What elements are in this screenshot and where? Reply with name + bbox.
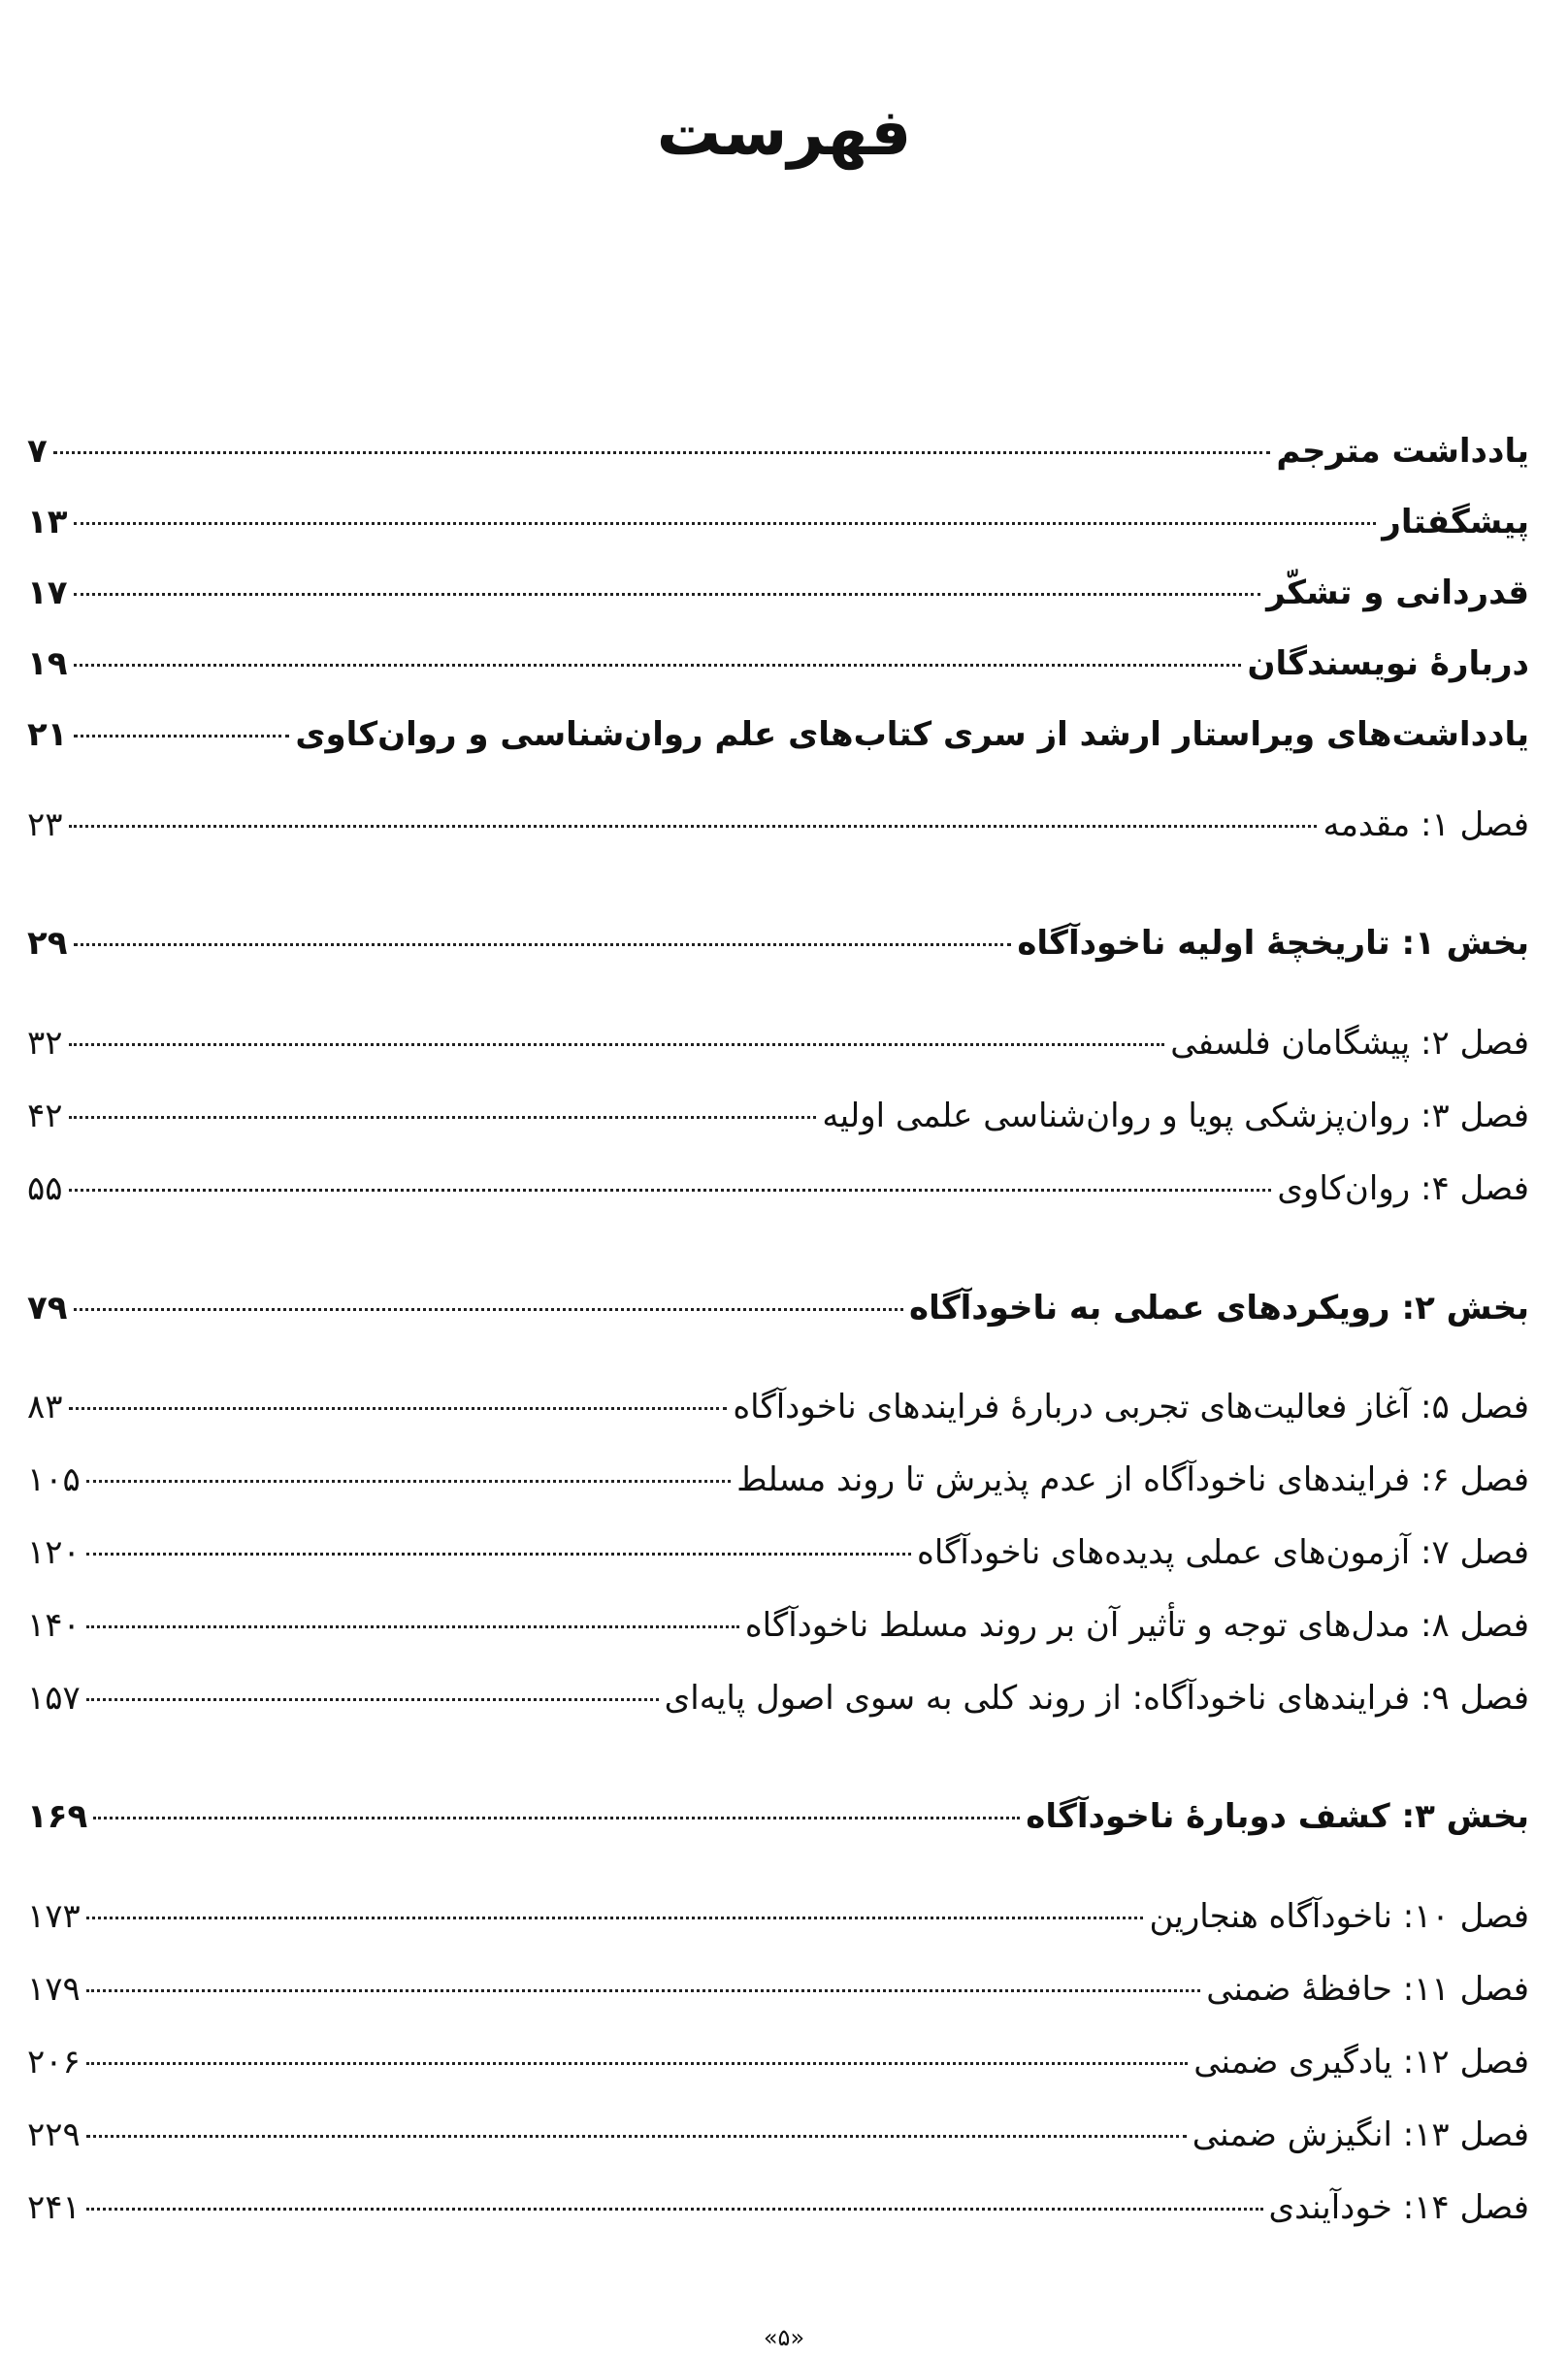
toc-entry (27, 1533, 1529, 1588)
toc-entry (27, 1679, 1529, 1733)
dot-leader (74, 593, 1261, 596)
toc-entry-label: فصل ۹: فرایندهای ناخودآگاه: از روند کلی به سوی اصول پایه‌ای (664, 1679, 1529, 1718)
toc-entry-label: فصل ۱۳: انگیزش ضمنی (1192, 2115, 1529, 2154)
toc-entry-label: فصل ۸: مدل‌های توجه و تأثیر آن بر روند مسلط ناخودآگاه (744, 1606, 1529, 1645)
dot-leader (86, 1989, 1200, 1992)
toc-entry-label: بخش ۳: کشف دوبارهٔ ناخودآگاه (1026, 1797, 1529, 1836)
dot-leader (86, 1625, 739, 1628)
dot-leader (69, 825, 1318, 828)
dot-leader (53, 451, 1271, 454)
toc-entry-page-number: ۲۰۶ (27, 2043, 81, 2081)
toc-entry (27, 2115, 1529, 2170)
dot-leader (74, 522, 1377, 525)
dot-leader (69, 1189, 1272, 1192)
toc-entry-label: بخش ۲: رویکردهای عملی به ناخودآگاه (909, 1289, 1529, 1328)
dot-leader (86, 1917, 1144, 1919)
toc-entry-page-number: ۷۹ (27, 1289, 68, 1328)
toc-entry (27, 2188, 1529, 2243)
toc-entry-page-number: ۱۲۰ (27, 1533, 81, 1572)
toc-entry-page-number: ۲۲۹ (27, 2115, 81, 2154)
toc-entry-page-number: ۲۴۱ (27, 2188, 81, 2227)
toc-entry-label: فصل ۳: روان‌پزشکی پویا و روان‌شناسی علمی اولیه (822, 1097, 1529, 1135)
toc-entry-label: فصل ۴: روان‌کاوی (1277, 1169, 1529, 1208)
toc-entry-page-number: ۱۳ (27, 503, 68, 541)
toc-entry-label: یادداشت مترجم (1276, 432, 1529, 471)
dot-leader (74, 664, 1242, 667)
toc-entry-page-number: ۲۳ (27, 805, 63, 844)
dot-leader (86, 2208, 1263, 2211)
toc-entry-label: دربارهٔ نویسندگان (1247, 644, 1529, 683)
dot-leader (74, 943, 1012, 946)
toc-entry-page-number: ۲۹ (27, 924, 68, 963)
toc-entry-page-number: ۱۷۳ (27, 1897, 81, 1936)
toc-entry-page-number: ۱۰۵ (27, 1460, 81, 1499)
toc-entry (27, 432, 1529, 486)
toc-entry (27, 1797, 1529, 1852)
toc-entry-label: فصل ۱۰: ناخودآگاه هنجارین (1149, 1897, 1529, 1936)
dot-leader (86, 1698, 659, 1701)
toc-entry (27, 1970, 1529, 2024)
toc-entry (27, 805, 1529, 860)
dot-leader (86, 2062, 1188, 2065)
toc-entry-page-number: ۱۵۷ (27, 1679, 81, 1718)
page-title: فهرست (656, 95, 912, 170)
toc-entry (27, 715, 1529, 770)
toc-entry-page-number: ۱۷۹ (27, 1970, 81, 2009)
dot-leader (86, 2135, 1187, 2138)
toc-entry-page-number: ۸۳ (27, 1388, 63, 1426)
dot-leader (93, 1817, 1020, 1819)
toc-entry (27, 644, 1529, 699)
dot-leader (74, 1308, 904, 1311)
toc-entry-page-number: ۵۵ (27, 1169, 63, 1208)
toc-entry-label: فصل ۱۲: یادگیری ضمنی (1193, 2043, 1529, 2081)
dot-leader (86, 1553, 911, 1556)
toc-entry-label: فصل ۱۱: حافظهٔ ضمنی (1206, 1970, 1529, 2009)
toc-entry (27, 1460, 1529, 1515)
toc-entry (27, 503, 1529, 557)
toc-entry-page-number: ۱۶۹ (27, 1797, 88, 1836)
toc-entry-label: فصل ۱: مقدمه (1323, 805, 1529, 844)
toc-entry-page-number: ۴۲ (27, 1097, 63, 1135)
toc-entry (27, 1388, 1529, 1442)
toc-entry (27, 574, 1529, 628)
toc-entry-label: فصل ۵: آغاز فعالیت‌های تجربی دربارهٔ فرایندهای ناخودآگاه (733, 1388, 1529, 1426)
toc-entry-page-number: ۳۲ (27, 1024, 63, 1063)
toc-entry-label: قدردانی و تشکّر (1266, 574, 1529, 612)
toc-entry (27, 2043, 1529, 2097)
toc-entry (27, 1606, 1529, 1660)
toc-entry-page-number: ۱۴۰ (27, 1606, 81, 1645)
toc-entry-label: فصل ۲: پیشگامان فلسفی (1170, 1024, 1529, 1063)
toc-entry-page-number: ۱۹ (27, 644, 68, 683)
toc-entry (27, 924, 1529, 978)
toc-entry-label: فصل ۷: آزمون‌های عملی پدیده‌های ناخودآگاه (917, 1533, 1529, 1572)
toc-entry-label: فصل ۱۴: خودآیندی (1268, 2188, 1529, 2227)
toc-entry (27, 1289, 1529, 1343)
toc-entry (27, 1897, 1529, 1951)
dot-leader (69, 1116, 817, 1119)
toc-entry-label: بخش ۱: تاریخچهٔ اولیه ناخودآگاه (1017, 924, 1529, 963)
toc-entry-label: فصل ۶: فرایندهای ناخودآگاه از عدم پذیرش تا روند مسلط (736, 1460, 1529, 1499)
toc-entry-label: پیشگفتار (1382, 503, 1529, 541)
toc-entry-label: یادداشت‌های ویراستار ارشد از سری کتاب‌های علم روان‌شناسی و روان‌کاوی (295, 715, 1529, 754)
dot-leader (69, 1407, 728, 1410)
toc-entry (27, 1024, 1529, 1078)
toc-entry-page-number: ۲۱ (27, 715, 68, 754)
toc-entry-page-number: ۱۷ (27, 574, 68, 612)
page-number-footer: «۵» (763, 2324, 805, 2351)
toc-entry-page-number: ۷ (27, 432, 48, 471)
dot-leader (69, 1043, 1165, 1046)
toc-entry (27, 1097, 1529, 1151)
dot-leader (74, 735, 290, 738)
toc-entry (27, 1169, 1529, 1224)
dot-leader (86, 1480, 731, 1483)
